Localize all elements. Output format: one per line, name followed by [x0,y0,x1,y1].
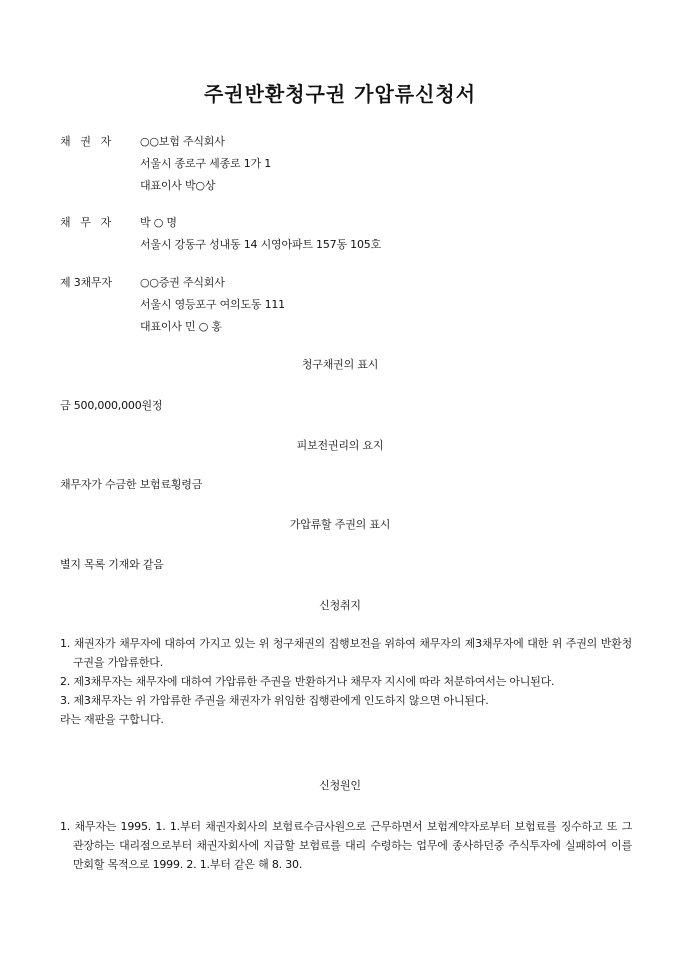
creditor-representative: 대표이사 박○상 [140,179,216,192]
preserved-right-text: 채무자가 수금한 보험료횡령금 [60,478,203,491]
purpose-item: 2. 제3채무자는 채무자에 대하여 가압류한 주권을 반환하거나 채무자 지시에 따라 처분하여서는 아니된다. [60,675,555,688]
debtor-label: 채 무 자 [60,216,112,229]
creditor-name: ○○보험 주식회사 [140,135,225,148]
grounds-heading: 신청원인 [319,779,361,792]
purpose-list [60,634,632,729]
shares-text: 별지 목록 기재와 같음 [60,558,164,571]
third-debtor-name: ○○증권 주식회사 [140,276,225,289]
grounds-list [60,817,632,874]
third-debtor-representative: 대표이사 민 ○ 홍 [140,320,222,333]
creditor-label: 채 권 자 [60,135,112,148]
debtor-name: 박 ○ 명 [140,216,177,229]
third-debtor-address: 서울시 영등포구 여의도동 111 [140,298,285,311]
creditor-address: 서울시 종로구 세종로 1가 1 [140,157,272,170]
grounds-item: 1. 채무자는 1995. 1. 1.부터 채권자회사의 보험료수금사원으로 근무하면서 보험계약자로부터 보험료를 징수하고 또 그 관장하는 대리점으로부터 채권자회사에 지급할 보험료를 대리 수령하는 업무에 종사하던중 주식투자에 실패하여 이를 만회할 목적으로 1999. 2. 1.부터 같은 해 8. 30. [60,820,632,871]
purpose-item: 3. 제3채무자는 위 가압류한 주권을 채권자가 위임한 집행관에게 인도하지 않으면 아니된다. [60,694,489,707]
purpose-heading: 신청취지 [319,599,361,612]
shares-heading: 가압류할 주권의 표시 [289,518,391,531]
third-debtor-label: 제 3채무자 [60,276,112,289]
debtor-address: 서울시 강동구 성내동 14 시영아파트 157동 105호 [140,238,381,251]
claim-amount: 금 500,000,000원정 [60,399,163,412]
document-title: 주권반환청구권 가압류신청서 [203,82,477,106]
purpose-item: 1. 채권자가 채무자에 대하여 가지고 있는 위 청구채권의 집행보전을 위하여 채무자의 제3채무자에 대한 위 주권의 반환청구권을 가압류한다. [60,637,632,669]
claim-heading: 청구채권의 표시 [301,358,379,371]
purpose-closing: 라는 재판을 구합니다. [60,713,164,726]
preserved-right-heading: 피보전권리의 요지 [296,439,384,452]
